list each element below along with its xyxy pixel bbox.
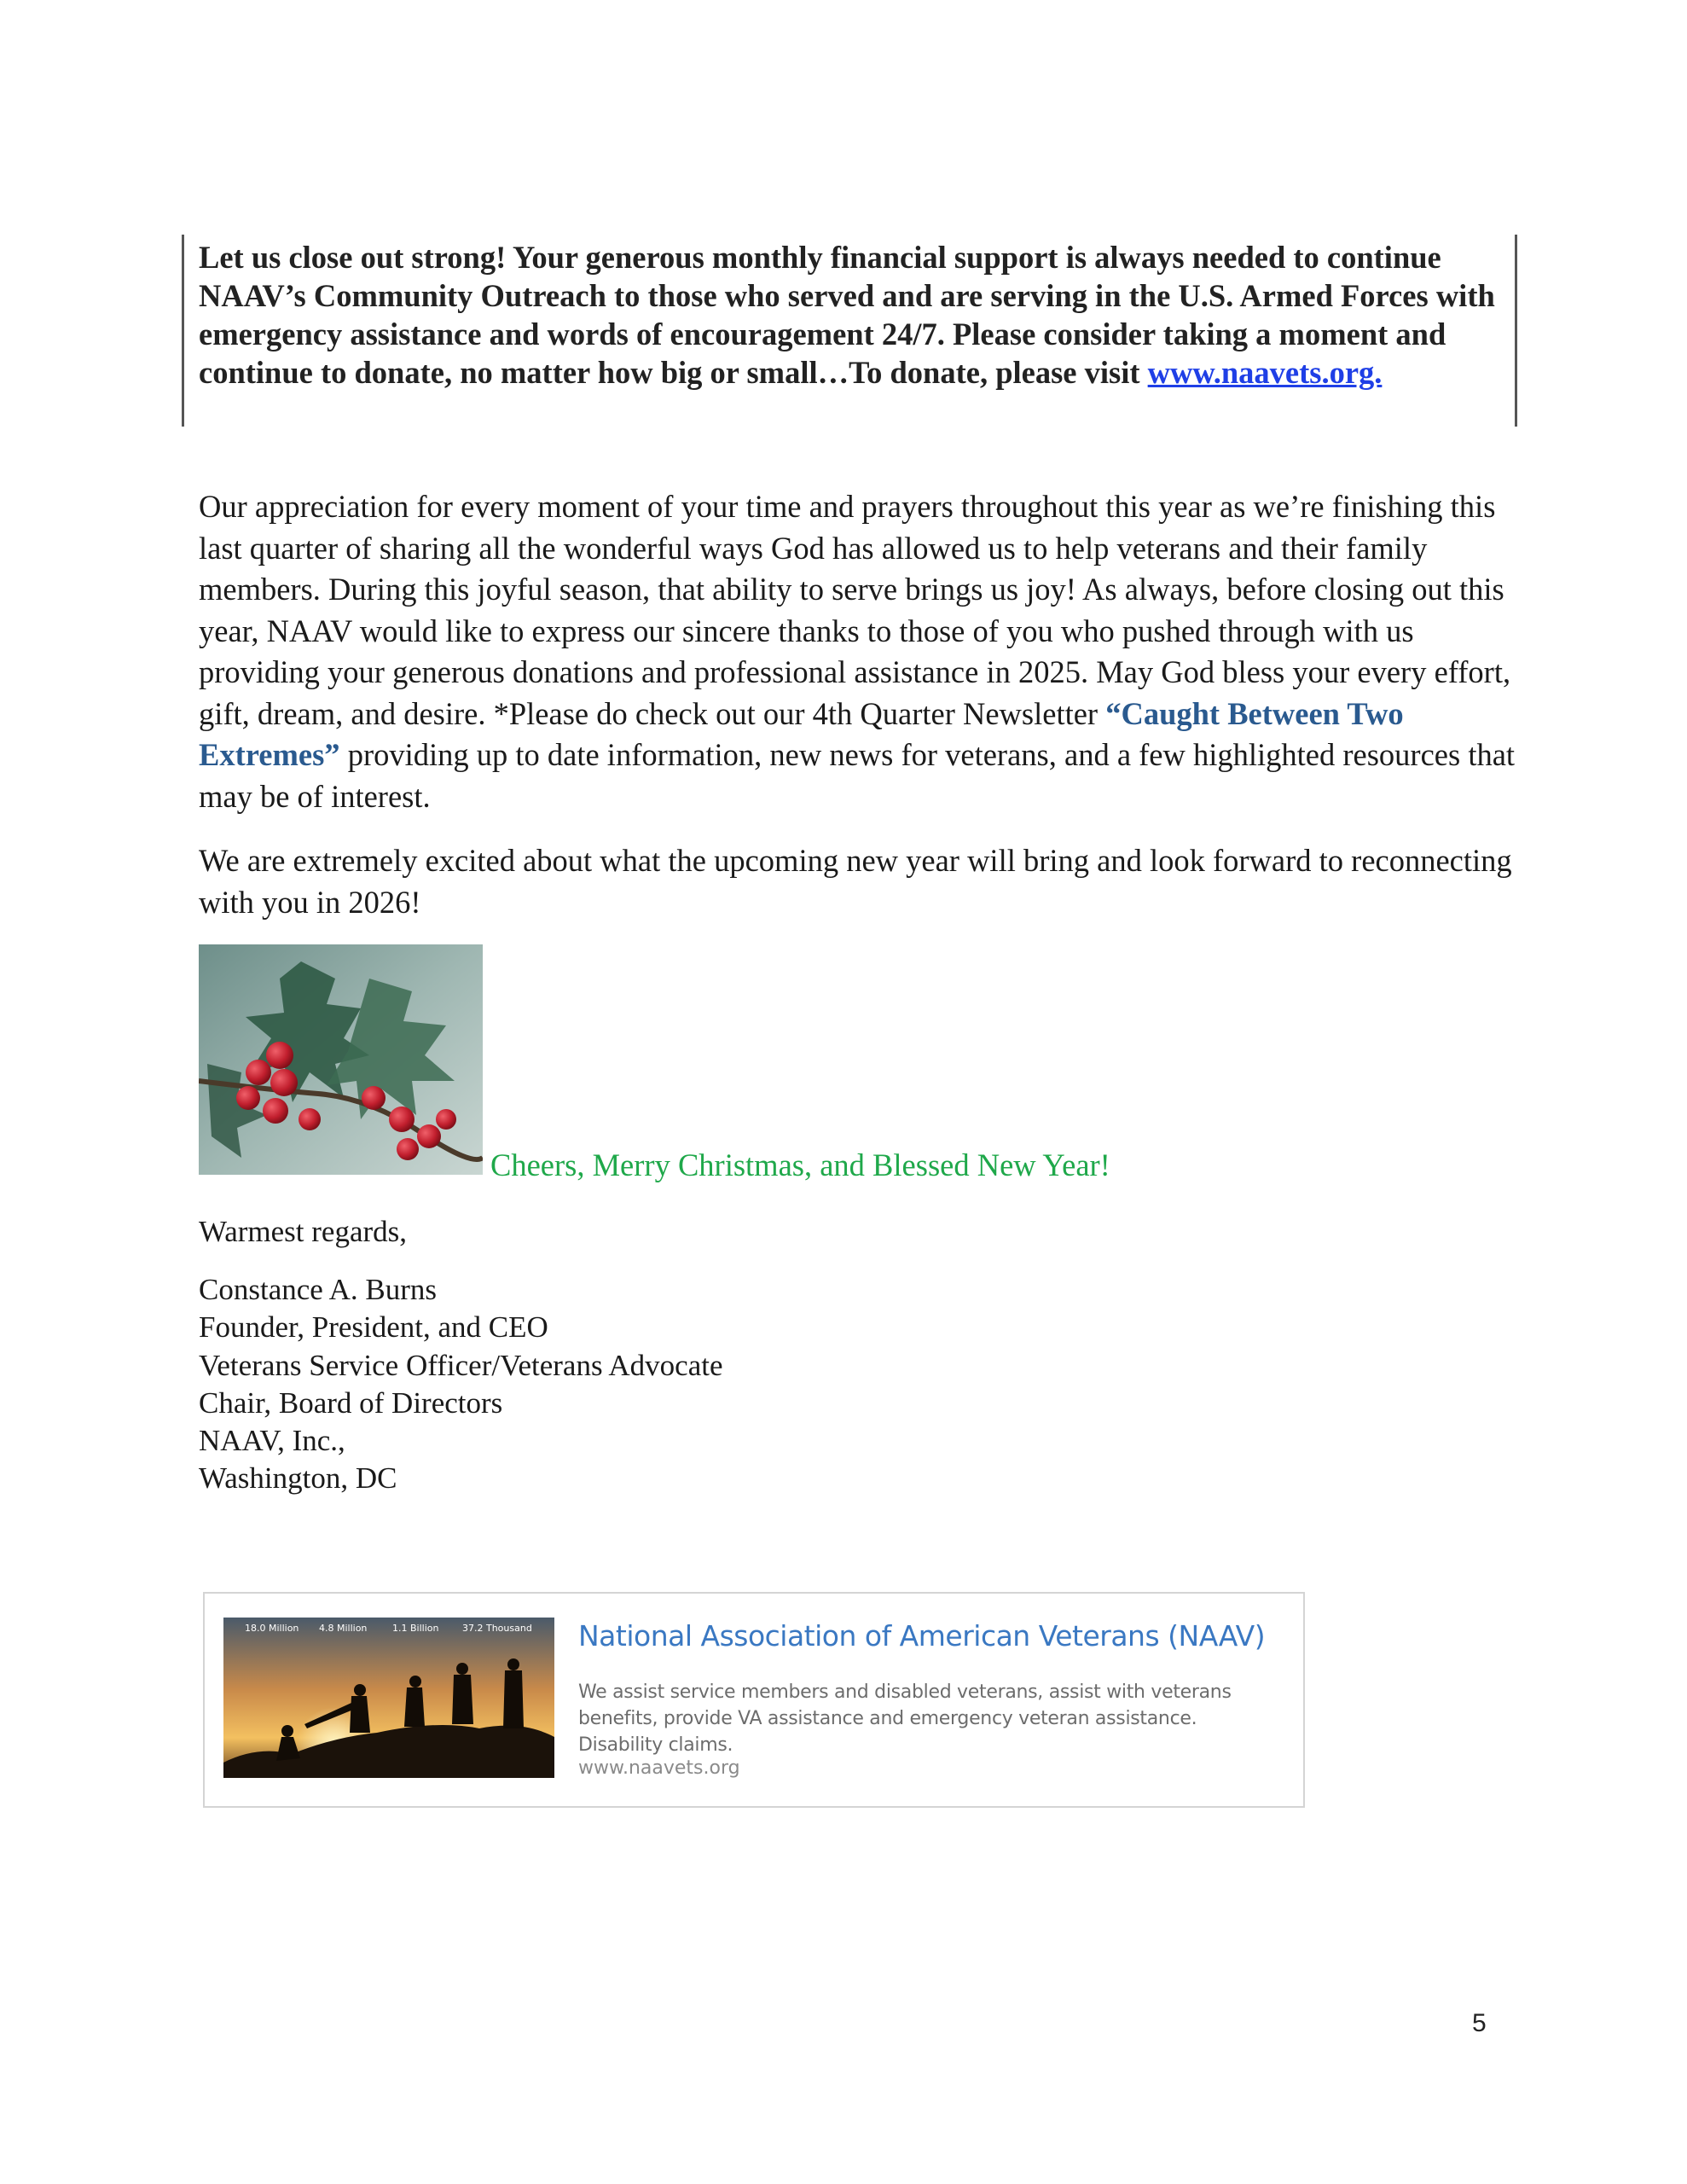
page-number: 5: [1472, 2009, 1487, 2037]
signature-block: [199, 1271, 723, 1498]
signature-role: Veterans Service Officer/Veterans Advocate: [199, 1348, 723, 1382]
signature-name: Constance A. Burns: [199, 1273, 438, 1306]
holly-berries-image: [199, 944, 483, 1175]
signature-title: Founder, President, and CEO: [199, 1310, 548, 1345]
appreciation-text-end: providing up to date information, new news for veterans, and a few highlighted resources that may be of interest.: [199, 737, 1516, 814]
naav-link-card[interactable]: [203, 1592, 1305, 1808]
image-stat-3: 1.1 Billion: [392, 1623, 439, 1634]
image-stat-1: 18.0 Million: [245, 1623, 299, 1634]
appreciation-text: Our appreciation for every moment of your time and prayers throughout this year as we’re finishing this last quarter of sharing all the wonderful ways God has allowed us to help veterans and their family members. During this joyful season, that ability to serve brings us joy! As always, before closing out this year, NAAV would like to express our sincere thanks to those of you who pushed through with us providing your generous donations and professional assistance in 2025. May God bless your every effort, gift, dream, and desire. *Please do check out our 4th Quarter Newsletter: [199, 489, 1511, 731]
appreciation-paragraph: [199, 486, 1529, 817]
holiday-greeting: Cheers, Merry Christmas, and Blessed New Year!: [490, 1147, 1110, 1182]
image-stat-2: 4.8 Million: [319, 1623, 368, 1634]
new-year-paragraph: We are extremely excited about what the upcoming new year will bring and look forward to reconnecting with you in 2026!: [199, 843, 1512, 920]
signature-location: Washington, DC: [199, 1461, 397, 1496]
card-description: We assist service members and disabled veterans, assist with veterans benefits, provide VA assistance and emergency veteran assistance. Disability claims.: [578, 1682, 1232, 1756]
card-url[interactable]: www.naavets.org: [578, 1757, 740, 1779]
callout-body: Let us close out strong! Your generous monthly financial support is always needed to continue NAAV’s Community Outreach to those who served and are serving in the U.S. Armed Forces with emergency assistance and words of encouragement 24/7. Please consider taking a moment and continue to donate, no matter how big or small…To donate, please visit: [199, 240, 1495, 390]
signature-org: NAAV, Inc.,: [199, 1424, 345, 1458]
image-stat-4: 37.2 Thousand: [462, 1623, 532, 1634]
signature-board: Chair, Board of Directors: [199, 1385, 503, 1420]
newsletter-title: “Caught Between Two Extremes”: [199, 695, 1404, 772]
closing-regards: Warmest regards,: [199, 1215, 408, 1248]
veterans-silhouette-image: [223, 1618, 554, 1778]
donate-link[interactable]: www.naavets.org.: [1147, 355, 1383, 390]
card-title[interactable]: National Association of American Veterans (NAAV): [578, 1619, 1266, 1653]
donation-callout-text: [199, 238, 1512, 392]
